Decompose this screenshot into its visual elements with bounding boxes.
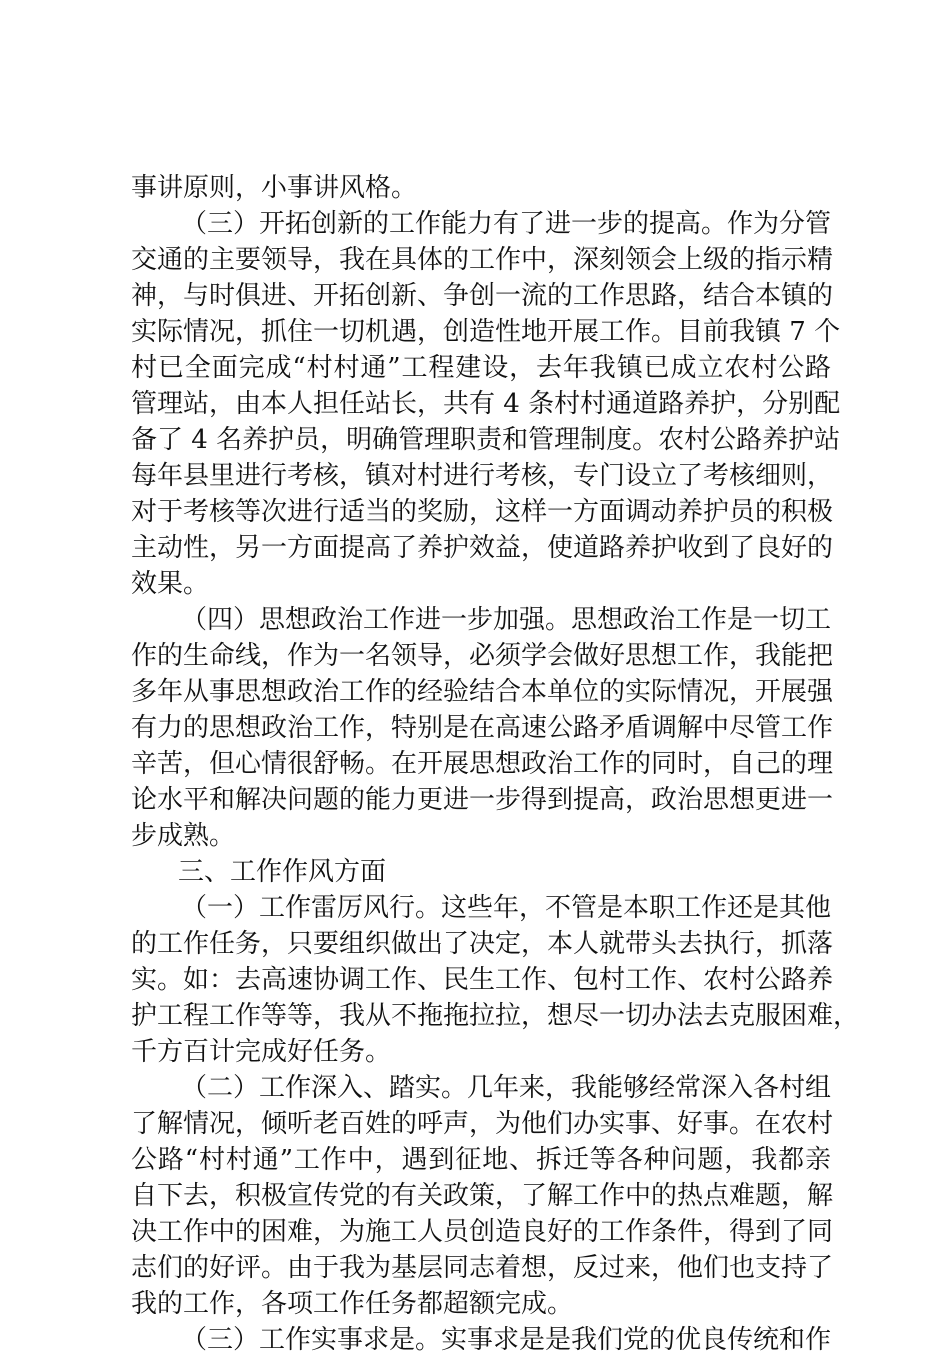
text-line: 主动性，另一方面提高了养护效益，使道路养护收到了良好的 [131,533,834,563]
text-line: 的工作任务，只要组织做出了决定，本人就带头去执行，抓落 [131,929,834,959]
text-line: 每年县里进行考核，镇对村进行考核，专门设立了考核细则， [131,461,834,491]
text-line: 神，与时俱进、开拓创新、争创一流的工作思路，结合本镇的 [131,281,834,311]
text-line: 步成熟。 [131,821,236,851]
text-line: 我的工作，各项工作任务都超额完成。 [131,1289,574,1319]
text-line: 辛苦，但心情很舒畅。在开展思想政治工作的同时，自己的理 [131,749,834,779]
text-line: 事讲原则，小事讲风格。 [131,173,418,203]
text-line: 交通的主要领导，我在具体的工作中，深刻领会上级的指示精 [131,245,834,275]
text-line: 有力的思想政治工作，特别是在高速公路矛盾调解中尽管工作 [131,713,834,743]
text-line: 决工作中的困难，为施工人员创造良好的工作条件，得到了同 [131,1217,834,1247]
text-line: 志们的好评。由于我为基层同志着想，反过来，他们也支持了 [131,1253,834,1283]
text-line: 效果。 [131,569,210,599]
text-line: 论水平和解决问题的能力更进一步得到提高，政治思想更进一 [131,785,834,815]
text-line: 村已全面完成“村村通”工程建设，去年我镇已成立农村公路 [131,353,831,383]
text-line: 千方百计完成好任务。 [131,1037,392,1067]
text-line: 护工程工作等等，我从不拖拖拉拉，想尽一切办法去克服困难， [131,1001,860,1031]
text-line: 实际情况，抓住一切机遇，创造性地开展工作。目前我镇 7 个 [131,317,841,347]
text-line: 作的生命线，作为一名领导，必须学会做好思想工作，我能把 [131,641,834,671]
text-line: 对于考核等次进行适当的奖励，这样一方面调动养护员的积极 [131,497,834,527]
text-line: 备了 4 名养护员，明确管理职责和管理制度。农村公路养护站 [131,425,841,455]
text-line: （二）工作深入、踏实。几年来，我能够经常深入各村组 [181,1073,832,1103]
text-line: 多年从事思想政治工作的经验结合本单位的实际情况，开展强 [131,677,834,707]
text-line: 自下去，积极宣传党的有关政策，了解工作中的热点难题，解 [131,1181,834,1211]
text-line: 实。如：去高速协调工作、民生工作、包村工作、农村公路养 [131,965,834,995]
text-line: （三）开拓创新的工作能力有了进一步的提高。作为分管 [181,209,832,239]
text-line: 管理站，由本人担任站长，共有 4 条村村通道路养护，分别配 [131,389,841,419]
text-line: （一）工作雷厉风行。这些年，不管是本职工作还是其他 [181,893,832,923]
section-heading: 三、工作作风方面 [178,857,387,887]
text-line: 公路“村村通”工作中，遇到征地、拆迁等各种问题，我都亲 [131,1145,831,1175]
text-line: 了解情况，倾听老百姓的呼声，为他们办实事、好事。在农村 [131,1109,834,1139]
text-line: （三）工作实事求是。实事求是是我们党的优良传统和作 [181,1325,832,1355]
text-line: （四）思想政治工作进一步加强。思想政治工作是一切工 [181,605,832,635]
